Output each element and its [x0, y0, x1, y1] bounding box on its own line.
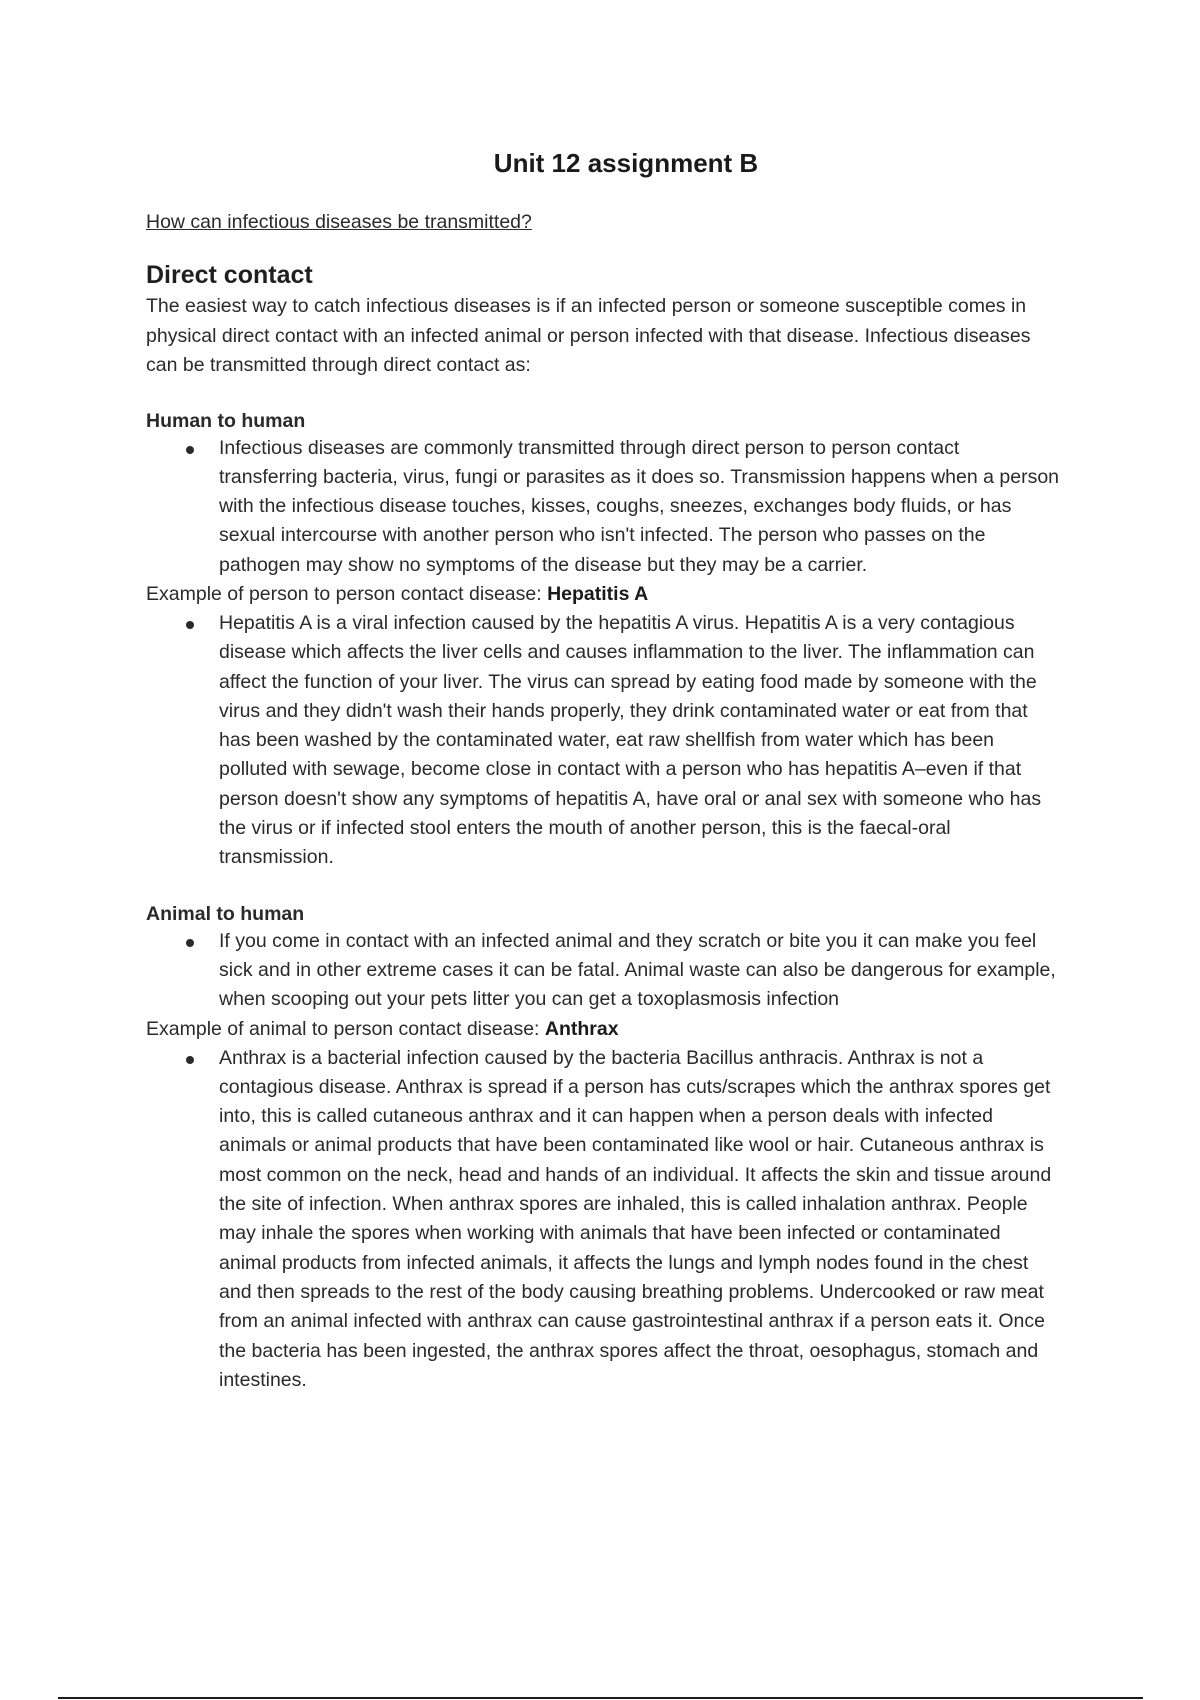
list-item: [146, 1044, 1059, 1396]
section-heading-direct-contact: Direct contact: [146, 261, 313, 289]
document-page: [146, 148, 1066, 1395]
example-line-anthrax: [146, 1015, 1066, 1044]
intro-paragraph: The easiest way to catch infectious diseases is if an infected person or someone susceptible comes in physical direct contact with an infected animal or person infected with that disease. Infectious diseases can be transmitted through direct contact as:: [146, 295, 1031, 376]
page-bottom-rule: [58, 1697, 1143, 1699]
bullet-icon: [186, 1056, 194, 1064]
bullet-icon: [186, 446, 194, 454]
hepatitis-list: [146, 609, 1066, 873]
example-disease-name: Hepatitis A: [547, 582, 649, 605]
bullet-icon: [186, 939, 194, 947]
list-item: [146, 609, 1059, 873]
example-prefix: Example of person to person contact disease:: [146, 582, 548, 605]
spacer: [146, 873, 1066, 901]
animal-to-human-list: [146, 927, 1066, 1015]
list-item: [146, 434, 1059, 580]
bullet-icon: [186, 621, 194, 629]
animal-to-human-text: If you come in contact with an infected animal and they scratch or bite you it can make you feel sick and in other extreme cases it can be fatal. Animal waste can also be dangerous for example, when scooping out your pets litter you can get a toxoplasmosis infection: [219, 929, 1056, 1011]
document-title: Unit 12 assignment B: [493, 148, 759, 178]
assignment-question: How can infectious diseases be transmitted?: [146, 211, 532, 233]
human-to-human-text: Infectious diseases are commonly transmitted through direct person to person contact transferring bacteria, virus, fungi or parasites as it does so. Transmission happens when a person with the infectious disease touches, kisses, coughs, sneezes, exchanges body fluids, or has sexual intercourse with another person who isn't infected. The person who passes on the pathogen may show no symptoms of the disease but they may be a carrier.: [219, 436, 1060, 576]
anthrax-list: [146, 1044, 1066, 1396]
anthrax-text: Anthrax is a bacterial infection caused by the bacteria Bacillus anthracis. Anthrax is not a contagious disease. Anthrax is spread if a person has cuts/scrapes which the anthrax spores get into, this is called cutaneous anthrax and it can happen when a person deals with infected animals or animal products that have been contaminated like wool or hair. Cutaneous anthrax is most common on the neck, head and hands of an individual. It affects the skin and tissue around the site of infection. When anthrax spores are inhaled, this is called inhalation anthrax. People may inhale the spores when working with animals that have been infected or contaminated animal products from infected animals, it affects the lungs and lymph nodes found in the chest and then spreads to the rest of the body causing breathing problems. Undercooked or raw meat from an animal infected with anthrax can cause gastrointestinal anthrax if a person eats it. Once the bacteria has been ingested, the anthrax spores affect the throat, oesophagus, stomach and intestines.: [219, 1046, 1052, 1391]
subheading-animal-to-human: Animal to human: [146, 902, 305, 925]
example-disease-name: Anthrax: [544, 1017, 619, 1040]
subheading-human-to-human: Human to human: [146, 409, 306, 432]
example-line-hepatitis: [146, 580, 1066, 609]
hepatitis-text: Hepatitis A is a viral infection caused by the hepatitis A virus. Hepatitis A is a very contagious disease which affects the liver cells and causes inflammation to the liver. The inflammation can affect the function of your liver. The virus can spread by eating food made by someone with the virus and they didn't wash their hands properly, they drink contaminated water or eat from that has been washed by the contaminated water, eat raw shellfish from water which has been polluted with sewage, become close in contact with a person who has hepatitis A–even if that person doesn't show any symptoms of hepatitis A, have oral or anal sex with someone who has the virus or if infected stool enters the mouth of another person, this is the faecal-oral transmission.: [219, 611, 1042, 869]
list-item: [146, 927, 1059, 1015]
example-prefix: Example of animal to person contact disease:: [146, 1017, 545, 1040]
human-to-human-list: [146, 434, 1066, 580]
